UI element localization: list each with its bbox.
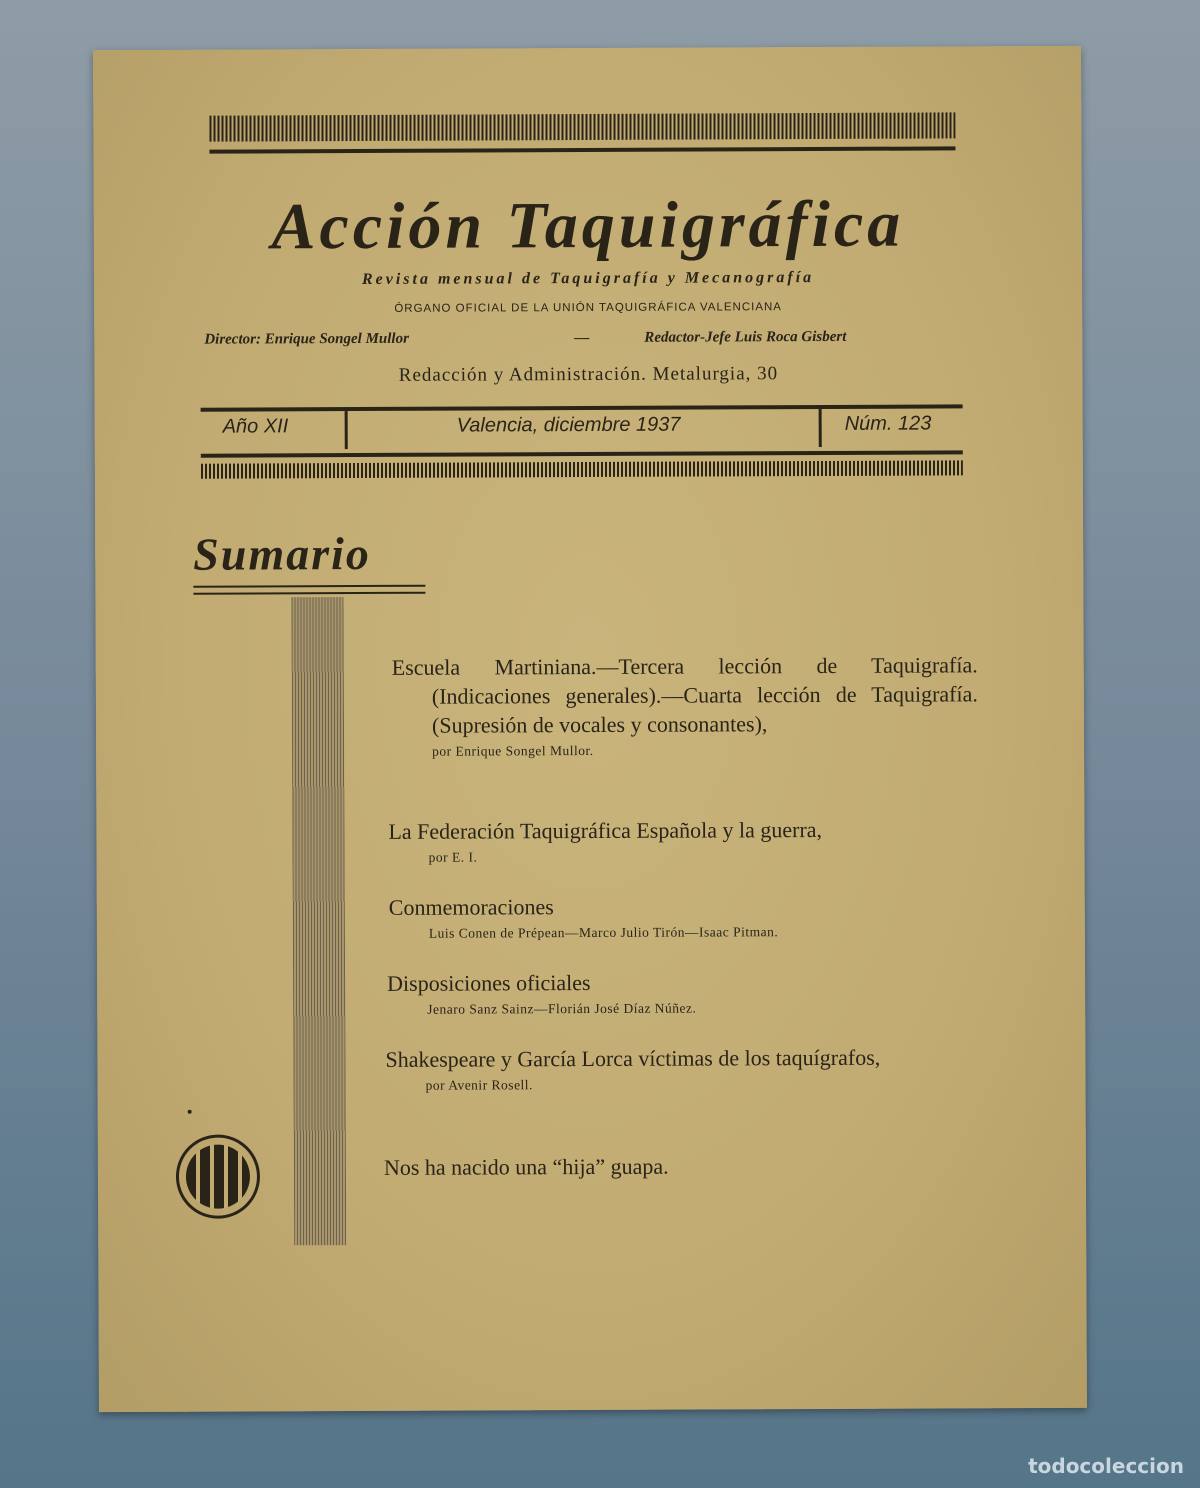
entry-title: Conmemoraciones bbox=[388, 894, 554, 920]
dot-mark bbox=[188, 1110, 192, 1114]
magazine-cover bbox=[93, 46, 1087, 1412]
magazine-title: Acción Taquigráfica bbox=[271, 187, 905, 264]
official-organ: ÓRGANO OFICIAL DE LA UNIÓN TAQUIGRÁFICA VALENCIANA bbox=[394, 301, 782, 315]
top-stripe-band bbox=[209, 112, 955, 141]
entry-byline: por E. I. bbox=[428, 849, 478, 865]
director: Director: Enrique Songel Mullor bbox=[204, 330, 409, 348]
entry-title: Escuela Martiniana.—Tercera lección de Taquigrafía. (Indicaciones generales).—Cuarta lección de Taquigrafía. (Supresión de vocales y consonantes), bbox=[391, 652, 978, 738]
summary-underline bbox=[193, 585, 425, 588]
address: Redacción y Administración. Metalurgia, 30 bbox=[398, 363, 779, 386]
summary-entry bbox=[388, 814, 988, 868]
summary-entry bbox=[389, 890, 989, 944]
staff-dash: — bbox=[574, 329, 590, 347]
top-rule bbox=[209, 146, 955, 153]
summary-entry bbox=[384, 1150, 984, 1182]
issue-year: Año XII bbox=[222, 415, 289, 438]
issue-bottom-rule bbox=[201, 450, 963, 457]
issue-number: Núm. 123 bbox=[844, 412, 932, 435]
summary-entry bbox=[387, 966, 987, 1020]
issue-divider bbox=[819, 409, 822, 447]
issue-place-date: Valencia, diciembre 1937 bbox=[456, 413, 681, 437]
entry-byline: Jenaro Sanz Sainz—Florián José Díaz Núñez. bbox=[427, 1000, 697, 1017]
entry-title: La Federación Taquigráfica Española y la guerra, bbox=[388, 816, 823, 844]
entry-title: Shakespeare y García Lorca víctimas de los taquígrafos, bbox=[385, 1044, 881, 1072]
summary-heading: Sumario bbox=[193, 527, 371, 580]
summary-underline bbox=[193, 592, 425, 595]
entry-byline: Luis Conen de Prépean—Marco Julio Tirón—Isaac Pitman. bbox=[428, 924, 779, 941]
summary-entry bbox=[385, 1042, 985, 1096]
editor-in-chief: Redactor-Jefe Luis Roca Gisbert bbox=[644, 328, 847, 346]
issue-stripe-band bbox=[201, 460, 963, 478]
entry-title: Disposiciones oficiales bbox=[387, 970, 591, 996]
entry-title: Nos ha nacido una “hija” guapa. bbox=[383, 1153, 669, 1180]
union-logo-icon bbox=[176, 1134, 260, 1218]
watermark: todocoleccion bbox=[1028, 1454, 1184, 1478]
entry-byline: por Avenir Rosell. bbox=[425, 1077, 533, 1093]
decorative-vertical-bar bbox=[291, 597, 346, 1245]
issue-top-rule bbox=[201, 404, 963, 411]
summary-entry bbox=[392, 650, 978, 762]
entry-byline: por Enrique Songel Mullor. bbox=[432, 742, 594, 759]
issue-divider bbox=[345, 411, 348, 449]
subtitle: Revista mensual de Taquigrafía y Mecanografía bbox=[361, 269, 815, 288]
